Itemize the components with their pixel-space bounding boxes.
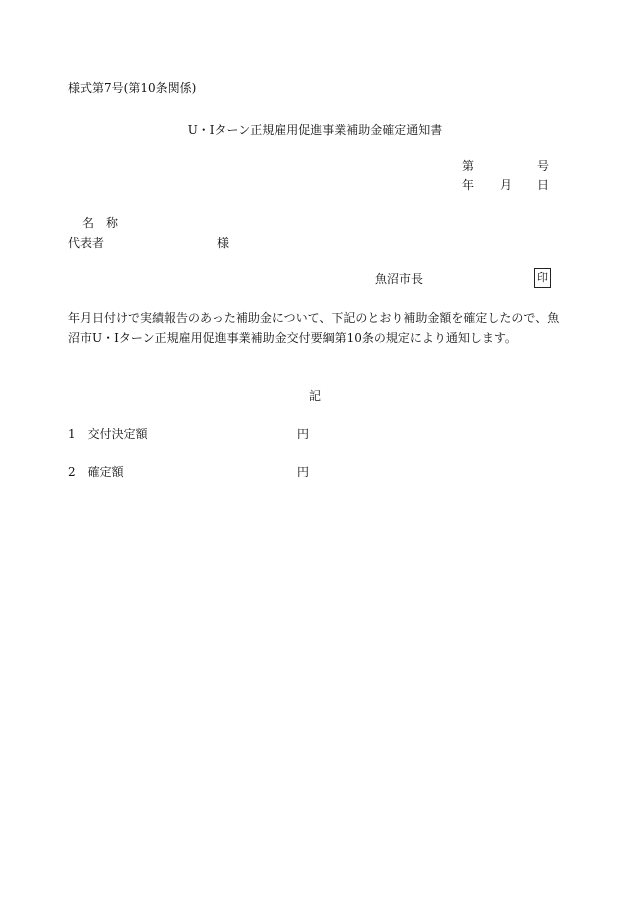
item-unit-decided-amount: 円 <box>297 427 310 441</box>
ki-heading: 記 <box>308 389 321 403</box>
body-month-label: 月 <box>80 311 93 325</box>
recipient-name-label: 名 称 <box>82 216 119 230</box>
seal-mark: 印 <box>534 268 551 288</box>
item-label-decided-amount: 1 交付決定額 <box>68 427 148 441</box>
recipient-representative-label: 代表者 <box>68 236 105 250</box>
body-year-label: 年 <box>68 311 81 325</box>
item-unit-confirmed-amount: 円 <box>297 465 310 479</box>
item-label-confirmed-amount: 2 確定額 <box>68 465 124 479</box>
issuer-title: 魚沼市長 <box>375 272 424 286</box>
doc-number-suffix: 号 <box>537 159 550 173</box>
date-month-label: 月 <box>500 178 513 192</box>
body-text: 日付けで実績報告のあった補助金について、下記のとおり補助金額を確定したので、魚沼市U・Iターン正規雇用促進事業補助金交付要綱第10条の規定により通知します。 <box>68 311 560 345</box>
form-number: 様式第7号(第10条関係) <box>68 81 197 95</box>
date-year-label: 年 <box>462 178 475 192</box>
date-day-label: 日 <box>537 178 550 192</box>
document-title: U・Iターン正規雇用促進事業補助金確定通知書 <box>187 123 443 137</box>
doc-number-prefix: 第 <box>462 159 475 173</box>
body-paragraph <box>68 308 562 348</box>
recipient-honorific: 様 <box>217 236 230 250</box>
